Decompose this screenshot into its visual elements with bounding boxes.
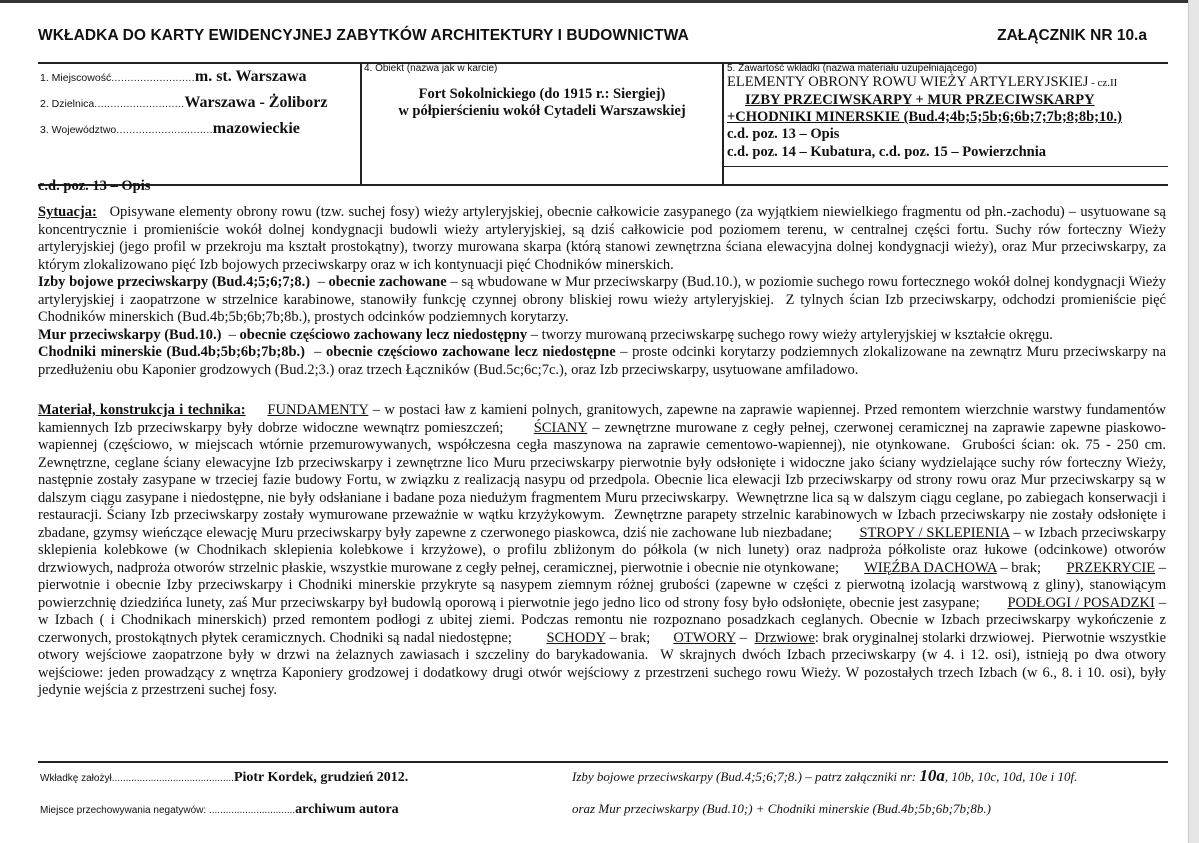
field-label: Wkładkę założył bbox=[40, 773, 112, 784]
current-annex: 10a bbox=[919, 766, 945, 785]
text-run: – brak; bbox=[605, 629, 674, 646]
form-title: WKŁADKA DO KARTY EWIDENCYJNEJ ZABYTKÓW ARCHITEKTURY I BUDOWNICTWA bbox=[38, 27, 689, 44]
field-value: archiwum autora bbox=[295, 802, 399, 817]
situation-section bbox=[38, 204, 1170, 379]
emphasis-run: SCHODY bbox=[546, 629, 606, 646]
emphasis-run: Chodniki minerskie (Bud.4b;5b;6b;7b;8b.) bbox=[38, 344, 305, 360]
material-section bbox=[38, 402, 1174, 700]
object-label: 4. Obiekt (nazwa jak w karcie) bbox=[364, 63, 498, 74]
emphasis-run: Drzwiowe bbox=[754, 629, 815, 646]
emphasis-run: Mur przeciwskarpy (Bud.10.) bbox=[38, 326, 222, 343]
contents-line bbox=[727, 74, 1167, 92]
text-run: – zewnętrzne murowane z cegły pełnej, czerwonej ceramicznej na zaprawie zapewne piaskowo-wapiennej (częściowo, w miejscach wtórnie przemurowywanych, współczesna cegła maszynowa na zaprawie cementowo-wapiennej), nie otynkowane. Grubości ścian: ok. 75 - 250 cm. Zewnętrzne, ceglane ściany elewacyjne Izb przeciwskarpy i zewnętrzne lico Muru przeciwskarpy pierwotnie były odsłonięte i widoczne jako ściany wydzielające suchy rów forteczny Wieży, następnie zostały zasypane w trzeciej fazie budowy Fortu, w związku z realizacją nasypu od przedpola. Obecnie lica elewacji Izb przeciwskarpy od strony rowu oraz Mur przeciwskarpy są w dalszym ciągu zasypane i niedostępne, nie były odsłaniane i badane poza niedużym fragmentem Muru przeciwskarpy. Wewnętrzne lica są w dalszym ciągu ceglane, po zabiegach konserwacji i restauracji. Ściany Izb przeciwskarpy zostały wymurowane przeważnie w wątku krzyżykowym. Zewnętrzne parapety strzelnic karabinowych w Izbach przeciwskarpy nie zostały odsłonięte i zbadane, gzymsy wieńczące elewację Muru przeciwskarpy były zapewne z czerwonego piaskowca, dziś nie zachowane lub niezbadane; bbox=[38, 419, 1174, 541]
field-value: Piotr Kordek, grudzień 2012. bbox=[233, 770, 409, 785]
footer-rule bbox=[38, 761, 1168, 763]
text-run: – tworzy murowaną przeciwskarpę suchego rowy wieży artyleryjskiej w kształcie okręgu. bbox=[527, 326, 1053, 343]
emphasis-run: Materiał, konstrukcja i technika: bbox=[38, 402, 246, 418]
object-name-line: w półpierścieniu wokół Cytadeli Warszawskiej bbox=[398, 103, 686, 119]
contents-label: 5. Zawartość wkładki (nazwa materiału uzupełniającego) bbox=[727, 63, 978, 74]
field-district bbox=[40, 94, 327, 112]
field-label: 3. Województwo bbox=[40, 124, 117, 136]
text-run: – pierwotnie i obecnie Izby przeciwskarpy i Chodniki minerskie przykryte są nasypem ziemnym różnej grubości (zapewne w części z pierwotną izolacją warstwową z gliny), stanowiącym powierzchnię dziedzińca lunety, zaś Mur przeciwskarpy był budowlą oporową i pierwotnie jego jedno lico od strony fosy było odsłonięte, obecnie jest zasypane; bbox=[38, 559, 1170, 611]
contents-title: ELEMENTY OBRONY ROWU WIEŻY ARTYLERYJSKIEJ bbox=[727, 74, 1089, 90]
reference-text: , 10b, 10c, 10d, 10e i 10f. bbox=[944, 769, 1078, 784]
field-locality bbox=[40, 68, 307, 86]
scan-edge-top bbox=[0, 0, 1199, 3]
annex-reference bbox=[572, 766, 1077, 786]
text-run: – są wbudowane w Mur przeciwskarpy (Bud.10.), w poziomie suchego rowu fortecznego wokół dolnej kondygnacji Wieży artyleryjskiej i zaopatrzone w strzelnice karabinowe, stanowiły funkcję czynnej obrony bliskiej rowu wieży artyleryjskiej. Z tylnych ścian Izb przeciwskarpy, odchodzi promieniście pięć Chodników minerskich (Bud.4b;5b;6b;7b;8b.), prostych odcinków podziemnych korytarzy. bbox=[38, 274, 1170, 325]
contents-subtitle: +CHODNIKI MINERSKIE (Bud.4;4b;5;5b;6;6b;7;7b;8;8b;10.) bbox=[727, 109, 1122, 125]
field-label: 1. Miejscowość bbox=[40, 72, 112, 84]
field-label: Miejsce przechowywania negatywów: bbox=[40, 805, 209, 816]
text-run: – w Izbach ( i Chodnikach minerskich) przed remontem podłogi z ubitej ziemi. Podczas remontu nie rozpoznano posadzkach ceglanych. Obecnie w Izbach przeciwskarpy wykończenie z czerwonych, prostokątnych płytek ceramicznych. Chodniki są nadal niedostępne; bbox=[38, 594, 1170, 646]
emphasis-run: OTWORY bbox=[673, 629, 736, 646]
column-divider bbox=[360, 62, 362, 185]
field-value: mazowieckie bbox=[212, 120, 300, 137]
reference-text: Izby bojowe przeciwskarpy (Bud.4;5;6;7;8.) – patrz załączniki nr: bbox=[572, 769, 920, 784]
emphasis-run: ŚCIANY bbox=[533, 419, 588, 436]
emphasis-run: obecnie częściowo zachowane lecz niedostępne bbox=[325, 344, 616, 360]
field-dots: ............................................ bbox=[111, 773, 234, 784]
text-run: – bbox=[735, 629, 755, 646]
object-name bbox=[364, 86, 720, 120]
text-run: – bbox=[305, 344, 326, 360]
paragraph bbox=[38, 402, 1174, 700]
annex-reference-2: oraz Mur przeciwskarpy (Bud.10;) + Chodniki minerskie (Bud.4b;5b;6b;7b;8b.) bbox=[572, 801, 991, 816]
field-dots: .............................. bbox=[116, 124, 213, 136]
emphasis-run: obecnie zachowane bbox=[328, 274, 447, 290]
annex-number: ZAŁĄCZNIK NR 10.a bbox=[997, 27, 1147, 44]
negatives-field bbox=[40, 800, 399, 818]
field-dots: ............................... bbox=[208, 805, 296, 816]
header-bottom-rule bbox=[38, 184, 1168, 186]
emphasis-run: obecnie częściowo zachowany lecz niedostępny bbox=[239, 326, 528, 343]
emphasis-run: STROPY / SKLEPIENIA bbox=[859, 524, 1010, 541]
field-voivodeship bbox=[40, 120, 300, 138]
field-dots: .......................... bbox=[111, 72, 195, 84]
paragraph bbox=[38, 274, 1170, 327]
emphasis-run: PRZEKRYCIE bbox=[1066, 559, 1156, 576]
emphasis-run: PODŁOGI / POSADZKI bbox=[1007, 594, 1155, 611]
emphasis-run: Izby bojowe przeciwskarpy (Bud.4;5;6;7;8.) bbox=[38, 274, 311, 290]
emphasis-run: FUNDAMENTY bbox=[267, 402, 369, 418]
field-label: 2. Dzielnica bbox=[40, 98, 95, 110]
object-name-line: Fort Sokolnickiego (do 1915 r.: Siergiej) bbox=[418, 86, 666, 102]
text-run: Opisywane elementy obrony rowu (tzw. suchej fosy) wieży artyleryjskiej, obecnie całkowicie zasypanego (za wyjątkiem niewielkiego fragmentu od płn.-zachodu) – usytuowane są koncentrycznie i promieniście wokół dolnej kondygnacji budowli wieży artyleryjskiej, są dziś całkowicie pod poziomem terenu, w centralnej części fortu. Suchy rów forteczny Wieży artyleryjskiej (jego profil w przekroju ma kształt prostokątny), tworzy murowana skarpa (którą stanowi zewnętrzna ściana elewacyjna dolnej kondygnacji wieży), oraz Mur przeciwskarpy, za którym zlokalizowano pięć Izb bojowych przeciwskarpy oraz w ich kontynuacji pięć Chodników minerskich. bbox=[38, 204, 1170, 273]
contents-continuation: c.d. poz. 13 – Opis bbox=[727, 126, 840, 142]
text-run: – brak; bbox=[996, 559, 1067, 576]
text-run: – proste odcinki korytarzy podziemnych zlokalizowane na zewnątrz Muru przeciwskarpy na przedłużeniu obu Kaponier grodzowych (Bud.2;3.) oraz trzech Łączników (Bud.5c;6c;7c.), oraz Izb przeciwskarpy, usytuowane amfiladowo. bbox=[38, 344, 1170, 378]
emphasis-run: Sytuacja: bbox=[38, 204, 97, 220]
paragraph bbox=[38, 344, 1170, 379]
contents-rule bbox=[722, 166, 1168, 167]
section-heading: c.d. poz. 13 – Opis bbox=[38, 178, 151, 194]
text-run: – bbox=[310, 274, 329, 290]
text-run: – w postaci ław z kamieni polnych, granitowych, zapewne na zaprawie wapiennej. Przed remontem wierzchnie warstwy fundamentów kamiennych Izb przeciwskarpy były dobrze widoczne wewnątrz pomieszczeń; bbox=[38, 402, 1170, 436]
contents-subtitle: IZBY PRZECIWSKARPY + MUR PRZECIWSKARPY bbox=[745, 92, 1095, 108]
text-run: – w Izbach przeciwskarpy sklepienia kolebkowe (w Chodnikach sklepienia kolebkowe i krzyżowe), o profilu zbliżonym do półkola (w nich lunety) oraz nadproża półkoliste oraz łukowe (odcinkowe) otworów drzwiowych, nadproża otworów strzelnic płaskie, wszystkie murowane z cegły pełnej, ceramicznej, pierwotnie i obecnie nie otynkowane; bbox=[38, 524, 1170, 576]
text-run: : brak oryginalnej stolarki drzwiowej. Pierwotnie wszystkie otwory wejściowe zaopatrzone były w drzwi na żelaznych zawiasach i szczeliny do barykadowania. W skrajnych dwóch Izbach przeciwskarpy (w 4. i 12. osi), istnieją po dwa otwory wejściowe: jeden prowadzący z wnętrza Kaponiery grodzowej i dodatkowy drugi otwór wejściowy z przestrzeni suchego rowu Wieży. W pozostałych trzech Izbach (w 6., 8. i 10. osi), były jedynie wejścia z przestrzeni suchej fosy. bbox=[38, 629, 1170, 698]
field-dots: ............................ bbox=[94, 98, 185, 110]
paragraph bbox=[38, 327, 1166, 345]
paragraph bbox=[38, 204, 1170, 274]
emphasis-run: WIĘŹBA DACHOWA bbox=[864, 559, 997, 576]
contents-continuation: c.d. poz. 14 – Kubatura, c.d. poz. 15 – Powierzchnia bbox=[727, 143, 1046, 160]
contents-block bbox=[727, 63, 1167, 161]
contents-part: - cz.II bbox=[1088, 77, 1118, 89]
field-value: Warszawa - Żoliborz bbox=[184, 94, 328, 111]
text-run bbox=[246, 402, 268, 418]
author-field bbox=[40, 768, 408, 786]
scan-edge-right bbox=[1188, 0, 1199, 843]
field-value: m. st. Warszawa bbox=[194, 68, 307, 85]
text-run: – bbox=[221, 326, 240, 343]
